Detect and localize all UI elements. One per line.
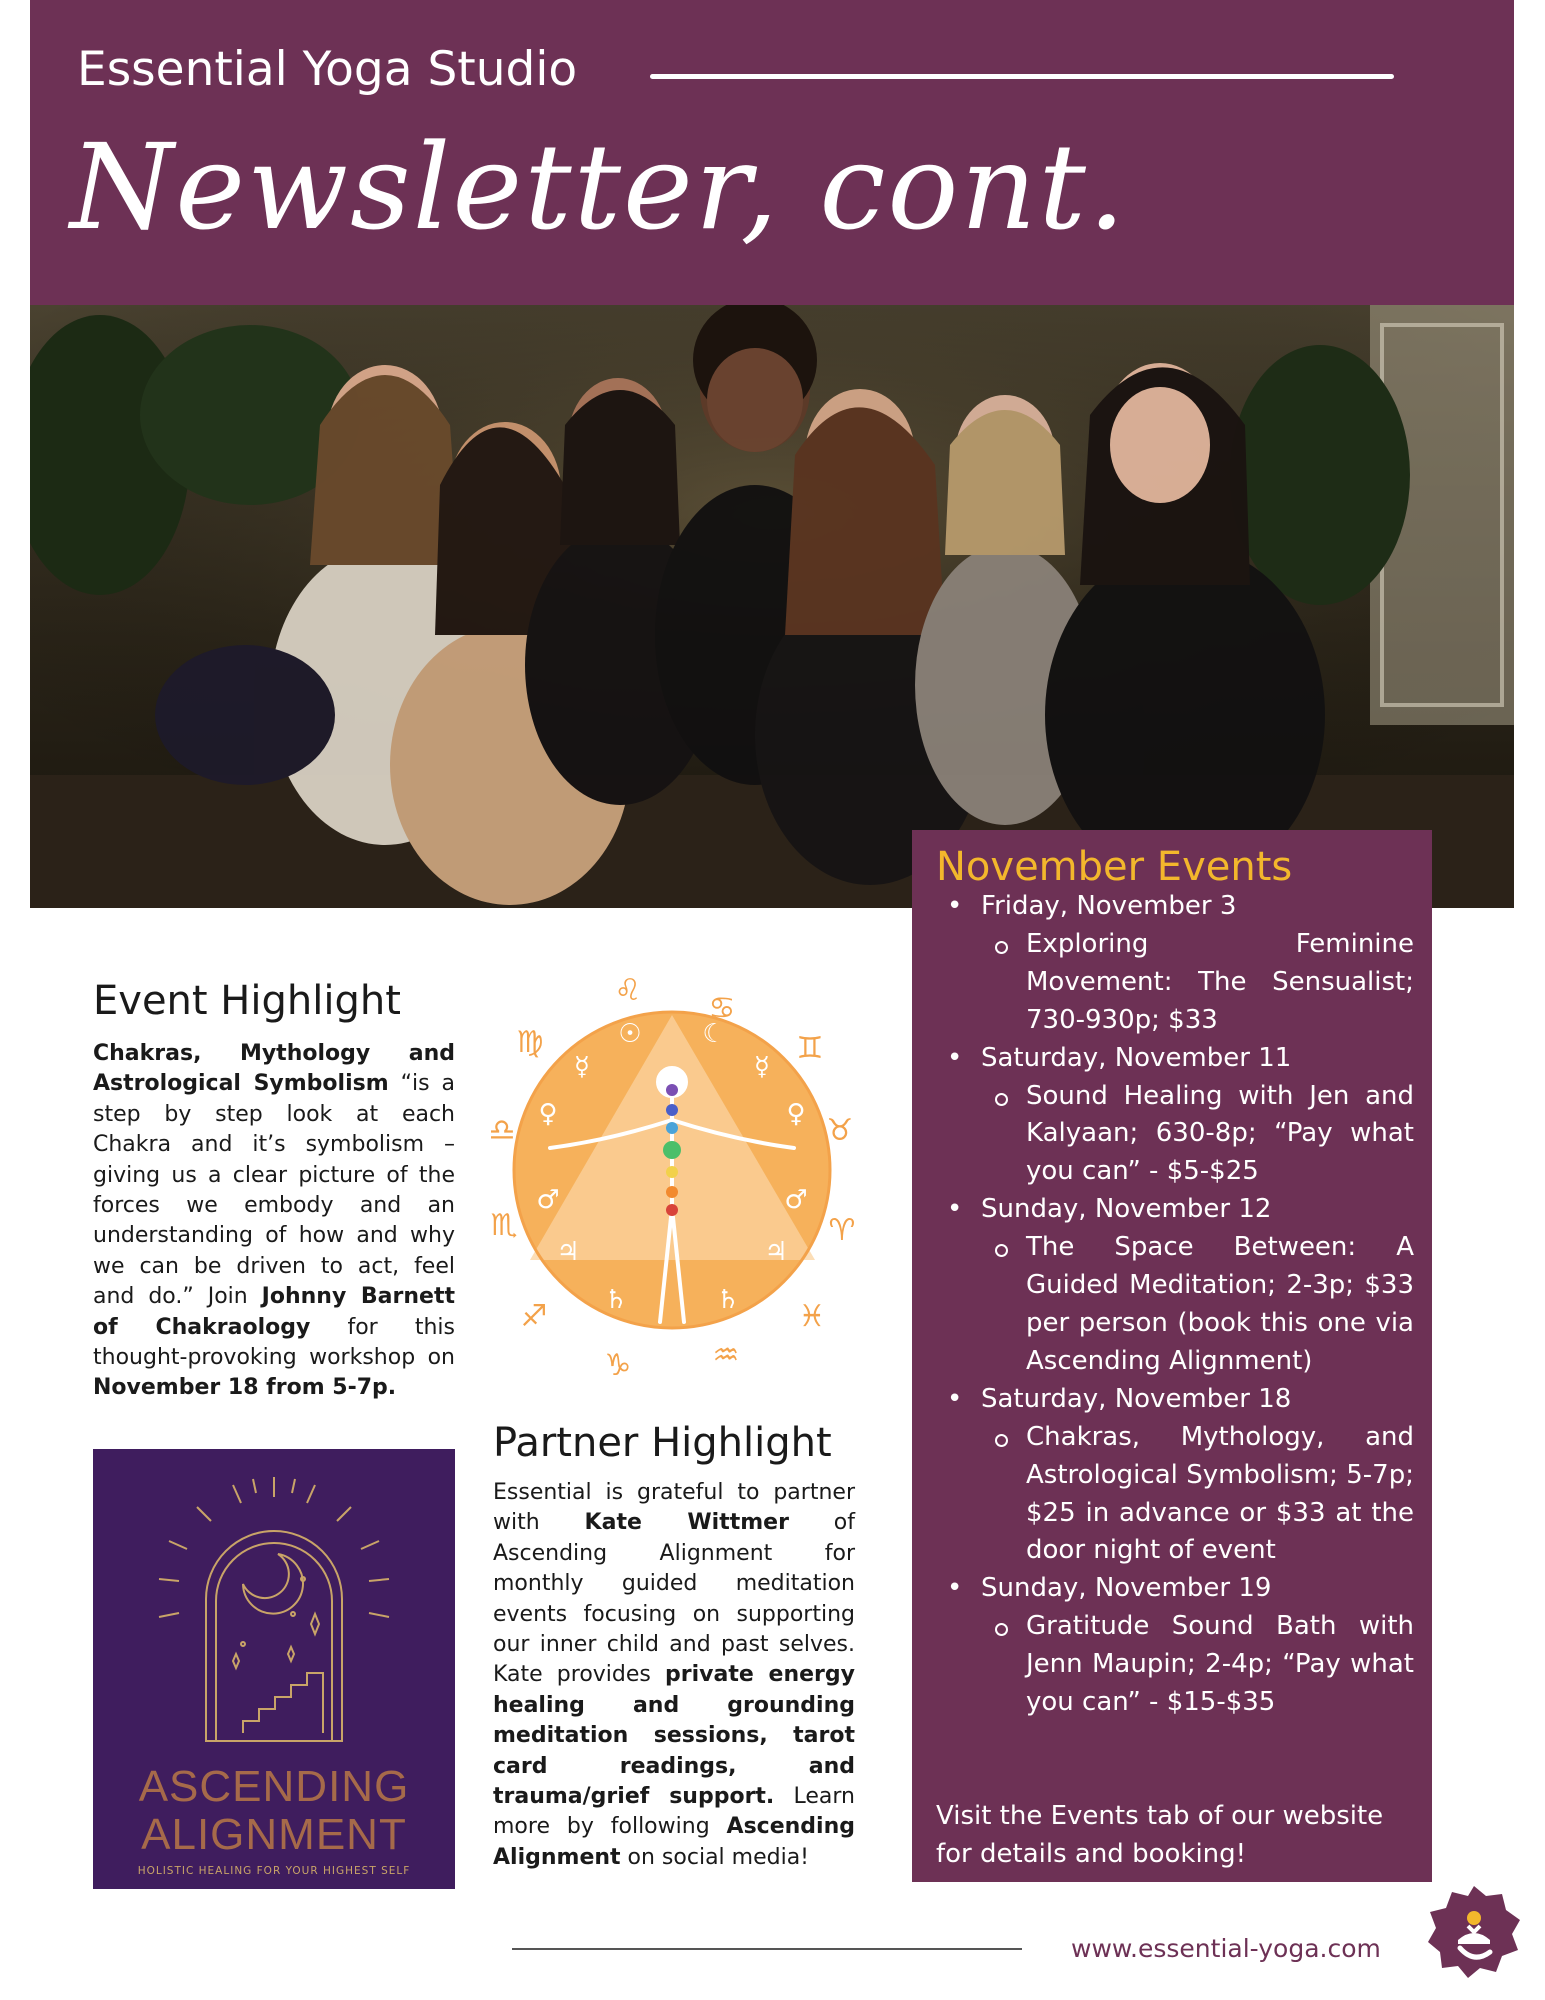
- studio-name: Essential Yoga Studio: [77, 42, 578, 97]
- svg-text:♎: ♎: [490, 1113, 516, 1148]
- partner-description: of Ascending Alignment for monthly guided meditation events focusing on supporting our inner child and past selves. Kate provides: [493, 1510, 856, 1688]
- event-highlight-workshop-name: Chakras, Mythology and Astrological Symbolism: [93, 1041, 455, 1097]
- partner-social-name: Ascending Alignment: [493, 1814, 855, 1870]
- studio-logo-icon: [1424, 1882, 1524, 1982]
- svg-text:♓: ♓: [798, 1299, 826, 1334]
- header-banner: [30, 0, 1514, 305]
- svg-text:☿: ☿: [574, 1052, 590, 1082]
- event-detail: Sound Healing with Jen and Kalyaan; 630-8p; “Pay what you can” - $5-$25: [981, 1078, 1414, 1192]
- partner-learn-more: Learn more by following: [493, 1784, 856, 1840]
- header-divider: [650, 74, 1394, 79]
- event-item: [936, 1381, 1414, 1571]
- ascending-alignment-line1: ASCENDING: [138, 1762, 410, 1811]
- event-date: Sunday, November 12: [981, 1194, 1272, 1225]
- november-events-panel: [912, 830, 1432, 1882]
- event-highlight-date: November 18 from 5-7p.: [93, 1375, 397, 1401]
- svg-text:♐: ♐: [520, 1299, 548, 1334]
- svg-text:♀: ♀: [786, 1099, 806, 1129]
- svg-text:☿: ☿: [754, 1052, 770, 1082]
- partner-highlight-heading: Partner Highlight: [493, 1420, 832, 1466]
- heart-chakra-icon: [663, 1141, 681, 1159]
- svg-text:♄: ♄: [604, 1285, 628, 1315]
- svg-text:♏: ♏: [490, 1208, 518, 1243]
- event-detail: Chakras, Mythology, and Astrological Symbolism; 5-7p; $25 in advance or $33 at the door night of event: [981, 1419, 1414, 1571]
- event-item: [936, 1040, 1414, 1192]
- svg-text:♑: ♑: [604, 1348, 632, 1383]
- svg-text:♈: ♈: [828, 1213, 855, 1248]
- event-highlight-description: “is a step by step look at each Chakra and it’s symbolism – giving us a clear picture of the forces we embody and an understanding of how and why we can be driven to act, feel and do.” Join: [93, 1071, 455, 1310]
- november-events-heading: November Events: [936, 844, 1293, 890]
- event-highlight-presenter: Johnny Barnett of Chakraology: [93, 1284, 455, 1340]
- ascending-alignment-artwork: [93, 1449, 455, 1889]
- website-link[interactable]: www.essential-yoga.com: [1071, 1934, 1381, 1963]
- svg-text:♂: ♂: [784, 1185, 808, 1215]
- group-photo: [30, 305, 1514, 908]
- ascending-alignment-line2: ALIGNMENT: [141, 1810, 407, 1859]
- event-highlight-connector: for this thought-provoking workshop on: [93, 1314, 455, 1371]
- zodiac-wheel-icon: [490, 970, 855, 1388]
- ascending-alignment-logo: [93, 1449, 455, 1889]
- events-list: [936, 888, 1414, 1722]
- event-detail: Gratitude Sound Bath with Jenn Maupin; 2-4p; “Pay what you can” - $15-$35: [981, 1608, 1414, 1722]
- svg-text:♄: ♄: [716, 1285, 740, 1315]
- moon-icon: [243, 1554, 303, 1614]
- footer-divider: [512, 1948, 1022, 1950]
- partner-intro: Essential is grateful to partner with: [493, 1480, 855, 1536]
- partner-name: Kate Wittmer: [584, 1510, 789, 1536]
- studio-logo: [1424, 1882, 1524, 1982]
- svg-text:♉: ♉: [826, 1113, 854, 1148]
- group-photo-illustration: [30, 305, 1514, 908]
- event-item: [936, 1191, 1414, 1381]
- event-date: Friday, November 3: [981, 891, 1237, 921]
- svg-text:♌: ♌: [614, 973, 642, 1008]
- partner-services: private energy healing and grounding meditation sessions, tarot card readings, and trauma/grief support.: [493, 1662, 855, 1810]
- events-footer-note: Visit the Events tab of our website for details and booking!: [936, 1801, 1384, 1869]
- event-date: Saturday, November 11: [981, 1042, 1292, 1073]
- svg-text:♍: ♍: [516, 1025, 544, 1060]
- svg-text:♀: ♀: [538, 1099, 558, 1129]
- partner-highlight-body: [493, 1478, 855, 1873]
- event-highlight-heading: Event Highlight: [93, 978, 401, 1024]
- event-detail: The Space Between: A Guided Meditation; 2-3p; $33 per person (book this one via Ascending Alignment): [981, 1229, 1414, 1381]
- svg-text:♃: ♃: [556, 1237, 580, 1267]
- svg-text:♂: ♂: [536, 1185, 560, 1215]
- event-date: Sunday, November 19: [981, 1573, 1272, 1604]
- svg-text:☉: ☉: [618, 1019, 642, 1049]
- event-detail: Exploring Feminine Movement: The Sensualist; 730-930p; $33: [981, 926, 1414, 1040]
- event-highlight-body: [93, 1039, 455, 1404]
- newsletter-title: Newsletter, cont.: [70, 118, 1128, 256]
- svg-text:♒: ♒: [712, 1338, 740, 1373]
- event-item: [936, 888, 1414, 1040]
- svg-text:♋: ♋: [708, 991, 736, 1026]
- svg-text:♃: ♃: [764, 1237, 788, 1267]
- zodiac-chakra-illustration: [490, 970, 855, 1388]
- svg-text:☾: ☾: [702, 1019, 726, 1049]
- ascending-alignment-tagline: HOLISTIC HEALING FOR YOUR HIGHEST SELF: [137, 1865, 411, 1877]
- svg-text:♊: ♊: [796, 1031, 824, 1066]
- event-date: Saturday, November 18: [981, 1383, 1292, 1414]
- event-item: [936, 1570, 1414, 1722]
- partner-closing: on social media!: [620, 1844, 809, 1870]
